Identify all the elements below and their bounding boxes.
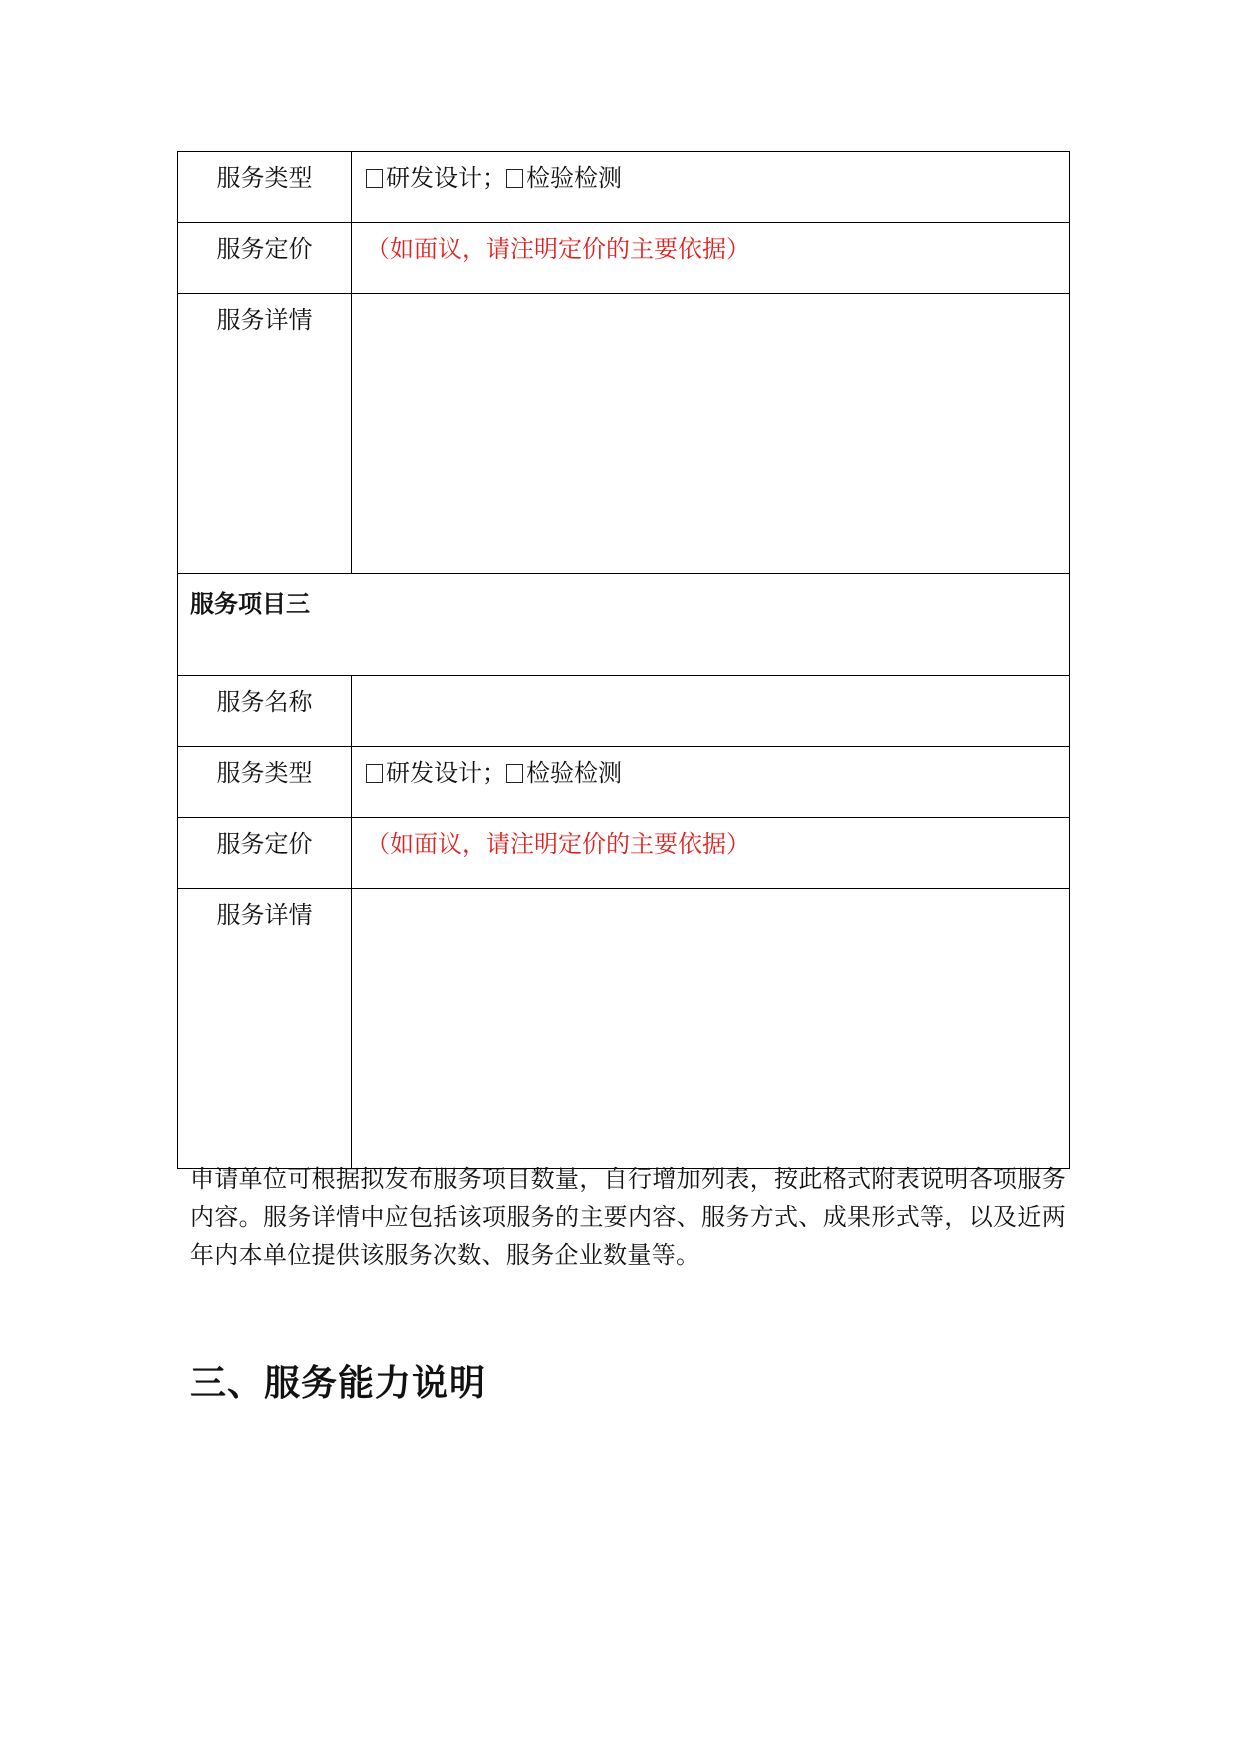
service-items-table [177,151,1070,1169]
service-pricing-label: 服务定价 [178,223,352,294]
service-type-label: 服务类型 [178,152,352,223]
option-inspection: 检验检测 [526,759,622,787]
service-type-options [352,747,1070,818]
option-rd-design: 研发设计； [386,759,506,787]
service-pricing-row [178,223,1070,294]
service-pricing-row [178,818,1070,889]
service-type-options [352,152,1070,223]
service-details-field[interactable] [352,294,1070,574]
service-type-row [178,747,1070,818]
service-details-label: 服务详情 [178,294,352,574]
section-heading: 三、服务能力说明 [190,1363,487,1404]
section-row [178,574,1070,676]
checkbox-icon[interactable] [506,764,523,783]
checkbox-icon[interactable] [366,764,383,783]
service-name-row [178,676,1070,747]
service-pricing-hint[interactable]: （如面议，请注明定价的主要依据） [352,223,1070,294]
service-details-row [178,294,1070,574]
section-title: 服务项目三 [178,574,1070,676]
checkbox-icon[interactable] [366,169,383,188]
service-name-field[interactable] [352,676,1070,747]
service-type-label: 服务类型 [178,747,352,818]
option-rd-design: 研发设计； [386,164,506,192]
service-details-field[interactable] [352,889,1070,1169]
service-details-label: 服务详情 [178,889,352,1169]
service-type-row [178,152,1070,223]
option-inspection: 检验检测 [526,164,622,192]
table-note: 申请单位可根据拟发布服务项目数量，自行增加列表，按此格式附表说明各项服务内容。服务详情中应包括该项服务的主要内容、服务方式、成果形式等，以及近两年内本单位提供该服务次数、服务企业数量等。 [190,1165,1066,1269]
service-details-row [178,889,1070,1169]
service-pricing-hint[interactable]: （如面议，请注明定价的主要依据） [352,818,1070,889]
service-pricing-label: 服务定价 [178,818,352,889]
checkbox-icon[interactable] [506,169,523,188]
service-name-label: 服务名称 [178,676,352,747]
